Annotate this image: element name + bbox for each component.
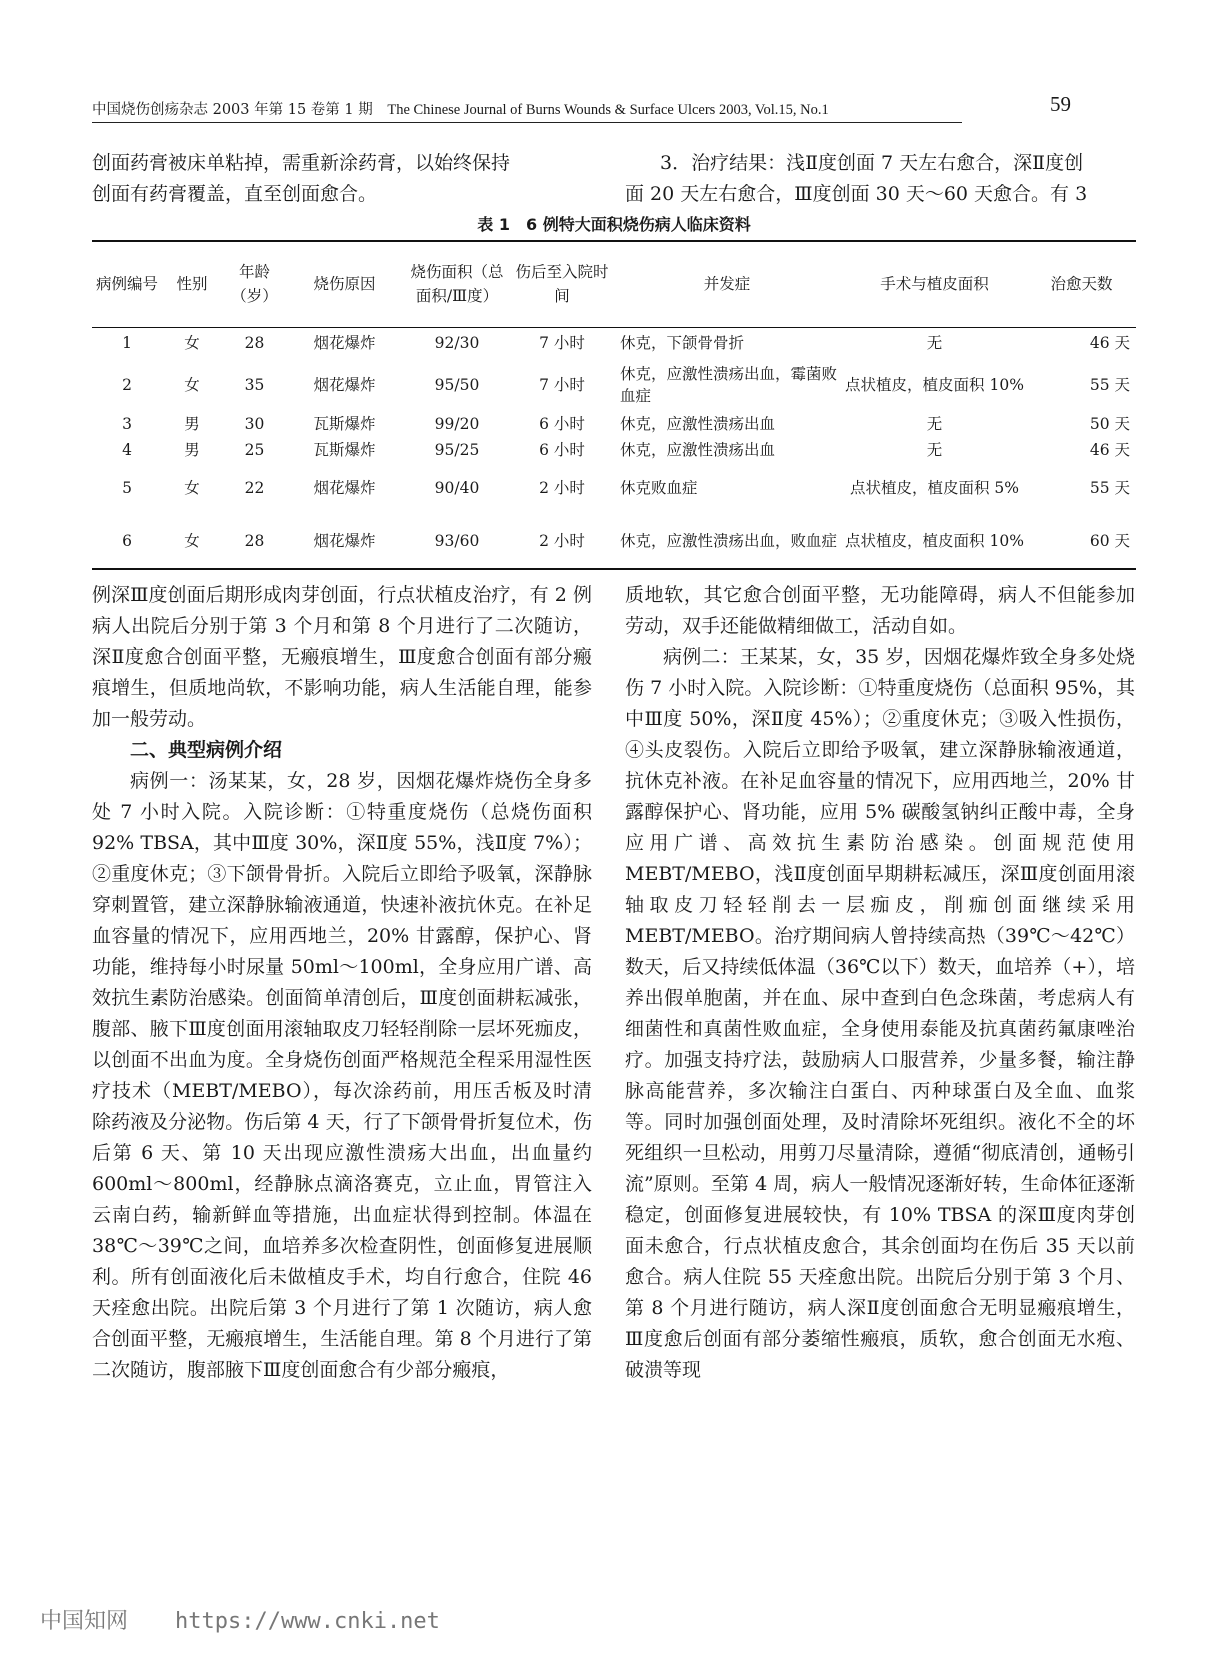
table-caption: 表 1 6 例特大面积烧伤病人临床资料	[477, 215, 751, 234]
footer-url: https://www.cnki.net	[175, 1609, 440, 1634]
table-cell: 95/50	[434, 376, 480, 394]
table-cell: 无	[926, 441, 943, 459]
table-cell: 休克，应激性溃疡出血，败血症	[620, 531, 838, 550]
top-left-text	[92, 148, 592, 210]
table-cell: 2 小时	[539, 531, 585, 550]
table-cell: 50 天	[1089, 415, 1130, 433]
text-line: 创面有药膏覆盖，直至创面愈合。	[92, 183, 378, 205]
table-cell: 6	[122, 531, 132, 550]
clinical-data-table	[92, 240, 1136, 570]
table-cell: 烟花爆炸	[313, 334, 376, 353]
table-cell: 瓦斯爆炸	[313, 415, 376, 433]
table-cell: 28	[244, 531, 265, 550]
table-cell: 点状植皮，植皮面积 10%	[845, 531, 1024, 550]
running-header	[92, 98, 962, 123]
table-cell: 35	[244, 376, 265, 394]
header-cell: 性别	[176, 275, 208, 294]
table-cell: 25	[244, 441, 265, 459]
watermark-footer	[40, 1604, 440, 1635]
footer-site-name: 中国知网	[40, 1609, 129, 1634]
table-cell: 55 天	[1089, 479, 1130, 497]
table-cell: 7 小时	[539, 334, 585, 353]
table-cell: 女	[184, 531, 200, 550]
paragraph: 质地软，其它愈合创面平整，无功能障碍，病人不但能参加劳动，双手还能做精细做工，活动自如。	[625, 584, 1135, 637]
table-row	[92, 437, 1136, 463]
top-right-text	[625, 148, 1135, 210]
table-cell: 46 天	[1089, 441, 1130, 459]
table-cell: 无	[926, 415, 943, 433]
table-cell: 3	[122, 415, 132, 433]
header-cell: 烧伤原因	[313, 275, 376, 294]
header-cell: 并发症	[703, 275, 751, 294]
table-cell: 2	[122, 376, 132, 394]
table-cell: 烟花爆炸	[313, 531, 376, 550]
table-cell: 点状植皮，植皮面积 10%	[845, 376, 1024, 394]
section-heading: 二、典型病例介绍	[130, 739, 283, 761]
table-cell: 休克，应激性溃疡出血	[620, 441, 776, 459]
table-cell: 95/25	[434, 441, 480, 459]
table-cell: 90/40	[434, 479, 480, 497]
page-number: 59	[1050, 92, 1071, 116]
table-row	[92, 327, 1136, 359]
header-cell: 病例编号	[95, 275, 158, 294]
table-cell: 无	[926, 334, 943, 353]
table-cell: 92/30	[434, 334, 480, 353]
table-cell: 休克败血症	[620, 479, 698, 497]
header-cell: 治愈天数	[1050, 275, 1113, 294]
table-cell: 5	[122, 479, 132, 497]
table-cell: 6 小时	[539, 441, 585, 459]
table-cell: 瓦斯爆炸	[313, 441, 376, 459]
table-cell: 烟花爆炸	[313, 376, 376, 394]
left-column	[92, 580, 592, 1386]
table-cell: 22	[244, 479, 265, 497]
table-row	[92, 513, 1136, 569]
paragraph: 例深Ⅲ度创面后期形成肉芽创面，行点状植皮治疗，有 2 例病人出院后分别于第 3 个月和第 8 个月进行了二次随访，深Ⅱ度愈合创面平整，无瘢痕增生，Ⅲ度愈合创面有部分瘢痕增生，但质地尚软，不影响功能，病人生活能自理，能参加一般劳动。	[92, 584, 592, 730]
table-cell: 点状植皮，植皮面积 5%	[849, 479, 1020, 497]
table-cell: 女	[184, 334, 200, 353]
table-cell: 7 小时	[539, 376, 585, 394]
table-cell: 2 小时	[539, 479, 585, 497]
table-cell: 休克，应激性溃疡出血，霉菌败血症	[620, 365, 838, 405]
table-cell: 30	[244, 415, 265, 433]
text-line: 3．治疗结果：浅Ⅱ度创面 7 天左右愈合，深Ⅱ度创	[660, 152, 1084, 174]
header-cell: 烧伤面积（总面积/Ⅲ度）	[410, 263, 504, 306]
table-cell: 休克，下颌骨骨折	[620, 334, 745, 353]
text-line: 创面药膏被床单粘掉，需重新涂药膏，以始终保持	[92, 152, 511, 174]
table-cell: 男	[184, 415, 200, 433]
paragraph: 病例二：王某某，女，35 岁，因烟花爆炸致全身多处烧伤 7 小时入院。入院诊断：①特重度烧伤（总面积 95%，其中Ⅲ度 50%，深Ⅱ度 45%）；②重度休克；③吸入性损伤，④头皮裂伤。入院后立即给予吸氧，建立深静脉输液通道，抗休克补液。在补足血容量的情况下，应用西地兰，20% 甘露醇保护心、肾功能，应用 5% 碳酸氢钠纠正酸中毒，全身应用广谱、高效抗生素防治感染。创面规范使用 MEBT/MEBO，浅Ⅱ度创面早期耕耘减压，深Ⅲ度创面用滚轴取皮刀轻轻削去一层痂皮，削痂创面继续采用 MEBT/MEBO。治疗期间病人曾持续高热（39℃～42℃）数天，后又持续低体温（36℃以下）数天，血培养（+），培养出假单胞菌，并在血、尿中查到白色念珠菌，考虑病人有细菌性和真菌性败血症，全身使用泰能及抗真菌药氟康唑治疗。加强支持疗法，鼓励病人口服营养，少量多餐，输注静脉高能营养，多次输注白蛋白、丙种球蛋白及全血、血浆等。同时加强创面处理，及时清除坏死组织。液化不全的坏死组织一旦松动，用剪刀尽量清除，遵循“彻底清创，通畅引流”原则。至第 4 周，病人一般情况逐渐好转，生命体征逐渐稳定，创面修复进展较快，有 10% TBSA 的深Ⅲ度肉芽创面未愈合，行点状植皮愈合，其余创面均在伤后 35 天以前愈合。病人住院 55 天痊愈出院。出院后分别于第 3 个月、第 8 个月进行随访，病人深Ⅱ度创面愈合无明显瘢痕增生，Ⅲ度愈后创面有部分萎缩性瘢痕，质软，愈合创面无水疱、破溃等现	[625, 646, 1135, 1381]
table-cell: 55 天	[1089, 376, 1130, 394]
header-cell: 年龄（岁）	[231, 263, 278, 306]
paragraph: 病例一：汤某某，女，28 岁，因烟花爆炸烧伤全身多处 7 小时入院。入院诊断：①特重度烧伤（总烧伤面积 92% TBSA，其中Ⅲ度 30%，深Ⅱ度 55%，浅Ⅱ度 7%）；②重度休克；③下颌骨骨折。入院后立即给予吸氧，深静脉穿刺置管，建立深静脉输液通道，快速补液抗休克。在补足血容量的情况下，应用西地兰，20% 甘露醇，保护心、肾功能，维持每小时尿量 50ml～100ml，全身应用广谱、高效抗生素防治感染。创面简单清创后，Ⅲ度创面耕耘减张，腹部、腋下Ⅲ度创面用滚轴取皮刀轻轻削除一层坏死痂皮，以创面不出血为度。全身烧伤创面严格规范全程采用湿性医疗技术（MEBT/MEBO），每次涂药前，用压舌板及时清除药液及分泌物。伤后第 4 天，行了下颌骨骨折复位术，伤后第 6 天、第 10 天出现应激性溃疡大出血，出血量约 600ml～800ml，经静脉点滴洛赛克，立止血，胃管注入云南白药，输新鲜血等措施，出血症状得到控制。体温在 38℃～39℃之间，血培养多次检查阴性，创面修复进展顺利。所有创面液化后未做植皮手术，均自行愈合，住院 46 天痊愈出院。出院后第 3 个月进行了第 1 次随访，病人愈合创面平整，无瘢痕增生，生活能自理。第 8 个月进行了第二次随访，腹部腋下Ⅲ度创面愈合有少部分瘢痕，	[92, 770, 592, 1381]
table-cell: 女	[184, 376, 200, 394]
table-cell: 1	[122, 334, 132, 353]
header-cell: 伤后至入院时间	[515, 263, 609, 306]
table-cell: 休克，应激性溃疡出血	[620, 415, 776, 433]
text-line: 面 20 天左右愈合，Ⅲ度创面 30 天～60 天愈合。有 3	[625, 183, 1088, 205]
header-cell: 手术与植皮面积	[880, 275, 989, 294]
table-header-row	[92, 241, 1136, 327]
table-cell: 女	[184, 479, 200, 497]
table-cell: 6 小时	[539, 415, 585, 433]
table-cell: 93/60	[434, 531, 480, 550]
table-cell: 男	[184, 441, 200, 459]
table-cell: 46 天	[1089, 334, 1130, 353]
table-row	[92, 359, 1136, 411]
table-row	[92, 463, 1136, 513]
table-cell: 60 天	[1089, 531, 1130, 550]
table-row	[92, 411, 1136, 437]
table-cell: 烟花爆炸	[313, 479, 376, 497]
journal-title-cn: 中国烧伤创疡杂志 2003 年第 15 卷第 1 期	[92, 102, 373, 118]
table-cell: 4	[122, 441, 132, 459]
table-cell: 28	[244, 334, 265, 353]
table-cell: 99/20	[434, 415, 480, 433]
journal-title-en: The Chinese Journal of Burns Wounds & Surface Ulcers 2003, Vol.15, No.1	[387, 102, 829, 118]
right-column	[625, 580, 1135, 1386]
